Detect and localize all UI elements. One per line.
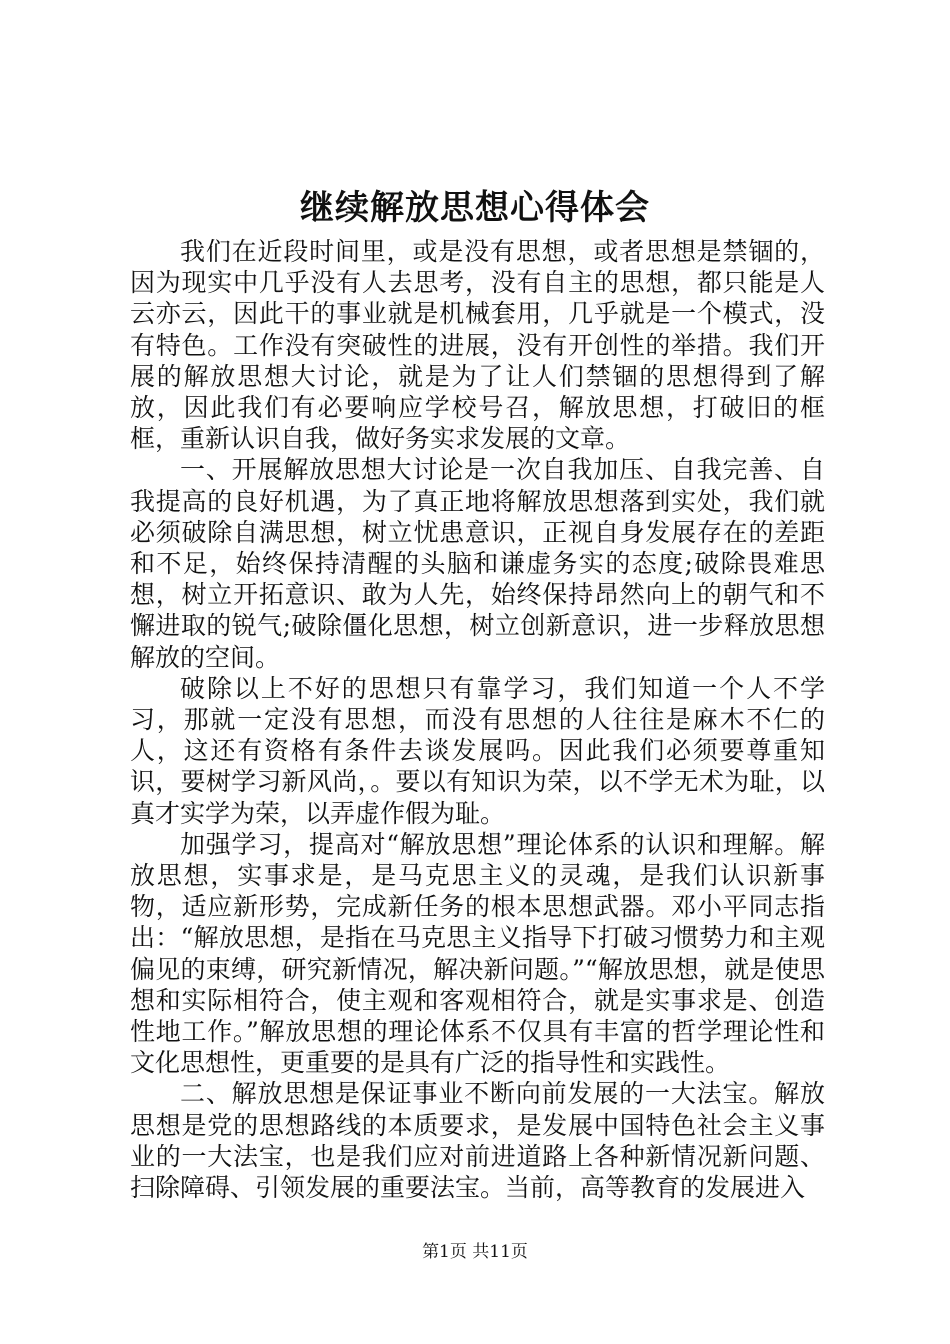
paragraph-theory: 加强学习，提高对“解放思想”理论体系的认识和理解。解放思想，实事求是，是马克思主义的灵魂，是我们认识新事物，适应新形势，完成新任务的根本思想武器。邓小平同志指出：“解放思想，是指在马克思主义指导下打破习惯势力和主观偏见的束缚，研究新情况，解决新问题。”“解放思想，就是使思想和实际相符合，使主观和客观相符合，就是实事求是、创造性地工作。”解放思想的理论体系不仅具有丰富的哲学理论性和文化思想性，更重要的是具有广泛的指导性和实践性。 [130,829,825,1078]
document-title: 继续解放思想心得体会 [300,188,650,228]
paragraph-section-one: 一、开展解放思想大讨论是一次自我加压、自我完善、自我提高的良好机遇，为了真正地将解放思想落到实处，我们就必须破除自满思想，树立忧患意识，正视自身发展存在的差距和不足，始终保持清醒的头脑和谦虚务实的态度;破除畏难思想，树立开拓意识、敢为人先，始终保持昂然向上的朝气和不懈进取的锐气;破除僵化思想，树立创新意识，进一步释放思想解放的空间。 [130,455,825,672]
document-body [130,236,825,1203]
paragraph-intro: 我们在近段时间里，或是没有思想，或者思想是禁锢的，因为现实中几乎没有人去思考，没有自主的思想，都只能是人云亦云，因此干的事业就是机械套用，几乎就是一个模式，没有特色。工作没有突破性的进展，没有开创性的举措。我们开展的解放思想大讨论，就是为了让人们禁锢的思想得到了解放，因此我们有必要响应学校号召，解放思想，打破旧的框框，重新认识自我，做好务实求发展的文章。 [130,237,825,454]
page-number-footer: 第1页 共11页 [422,1242,528,1262]
paragraph-section-two: 二、解放思想是保证事业不断向前发展的一大法宝。解放思想是党的思想路线的本质要求，是发展中国特色社会主义事业的一大法宝，也是我们应对前进道路上各种新情况新问题、扫除障碍、引领发展的重要法宝。当前，高等教育的发展进入 [130,1079,825,1203]
paragraph-study: 破除以上不好的思想只有靠学习，我们知道一个人不学习，那就一定没有思想，而没有思想的人往往是麻木不仁的人，这还有资格有条件去谈发展吗。因此我们必须要尊重知识，要树学习新风尚，。要以有知识为荣，以不学无术为耻，以真才实学为荣，以弄虚作假为耻。 [130,673,825,828]
